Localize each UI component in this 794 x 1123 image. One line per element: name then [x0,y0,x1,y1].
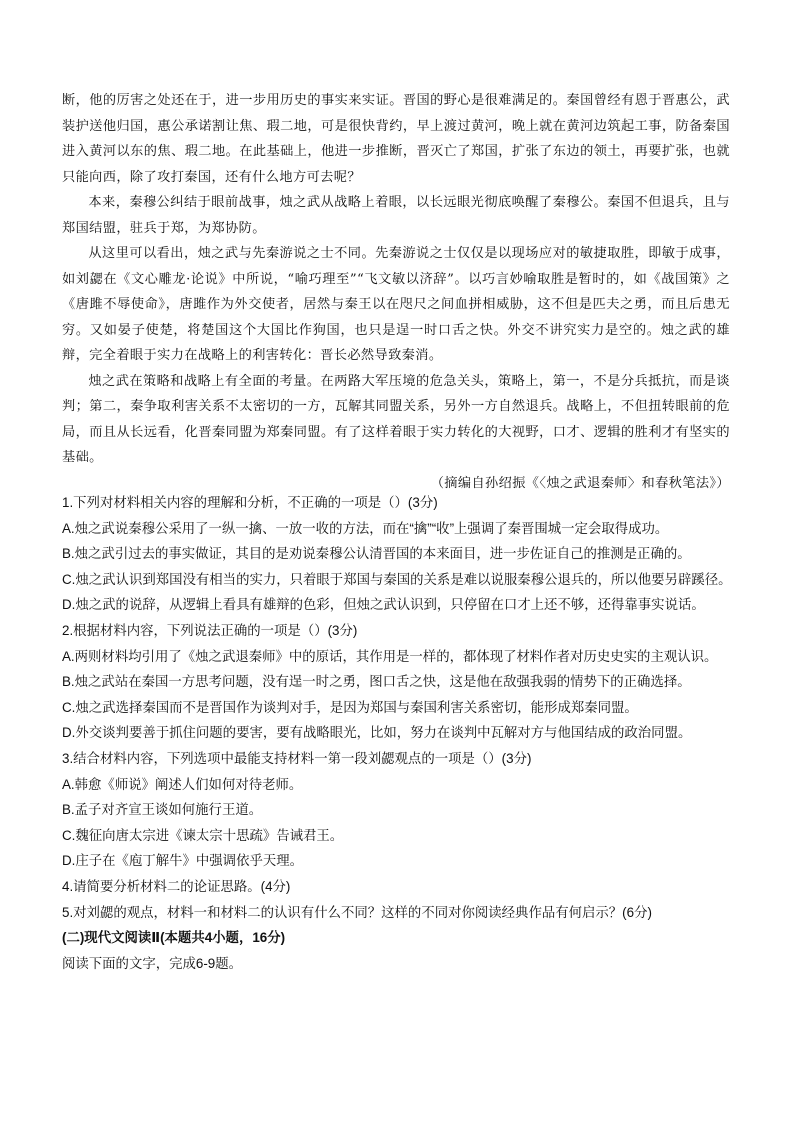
question-2-option-a: A.两则材料均引用了《烛之武退秦师》中的原话，其作用是一样的，都体现了材料作者对历史史实的主观认识。 [62,648,718,664]
question-list [62,490,734,976]
section-heading: (二)现代文阅读Ⅱ(本题共4小题，16分) [62,930,286,946]
question-2-stem: 2.根据材料内容，下列说法正确的一项是（）(3分) [62,622,358,638]
question-2-option-d: D.外交谈判要善于抓住问题的要害，要有战略眼光，比如，努力在谈判中瓦解对方与他国结成的政治同盟。 [62,725,692,741]
question-3-stem: 3.结合材料内容，下列选项中最能支持材料一第一段刘勰观点的一项是（）(3分) [62,750,532,766]
question-1-option-a: A.烛之武说秦穆公采用了一纵一擒、一放一收的方法，而在“擒”“收”上强调了秦晋围城一定会取得成功。 [62,520,669,536]
question-1-option-b: B.烛之武引过去的事实做证，其目的是劝说秦穆公认清晋国的本来面目，进一步佐证自己的推测是正确的。 [62,546,691,562]
section-instruction: 阅读下面的文字，完成6-9题。 [62,955,243,971]
reading-passage [62,88,730,496]
question-2-option-c: C.烛之武选择秦国而不是晋国作为谈判对手，是因为郑国与秦国利害关系密切，能形成郑秦同盟。 [62,699,638,715]
question-3-option-c: C.魏征向唐太宗进《谏太宗十思疏》告诫君王。 [62,827,344,843]
question-1-option-c: C.烛之武认识到郑国没有相当的实力，只着眼于郑国与秦国的关系是难以说服秦穆公退兵的，所以他要另辟蹊径。 [62,571,732,587]
passage-source: （摘编自孙绍振《〈烛之武退秦师〉和春秋笔法》） [430,475,730,491]
question-3-option-d: D.庄子在《庖丁解牛》中强调依乎天理。 [62,853,304,869]
question-4-stem: 4.请简要分析材料二的论证思路。(4分) [62,878,291,894]
question-1-option-d: D.烛之武的说辞，从逻辑上看具有雄辩的色彩，但烛之武认识到，只停留在口才上还不够，还得靠事实说话。 [62,597,705,613]
passage-paragraph-3: 从这里可以看出，烛之武与先秦游说之士不同。先秦游说之士仅仅是以现场应对的敏捷取胜，即敏于成事，如刘勰在《文心雕龙·论说》中所说，“喻巧理至”“飞文敏以济辞”。以巧言妙喻取胜是暂时的，如《战国策》之《唐雎不辱使命》，唐雎作为外交使者，居然与秦王以在咫尺之间血拼相威胁，这不但是匹夫之勇，而且后患无穷。又如晏子使楚，将楚国这个大国比作狗国，也只是逞一时口舌之快。外交不讲究实力是空的。烛之武的雄辩，完全着眼于实力在战略上的利害转化：晋长必然导致秦消。 [62,246,730,363]
question-2-option-b: B.烛之武站在秦国一方思考问题，没有逞一时之勇，图口舌之快，这是他在敌强我弱的情势下的正确选择。 [62,674,691,690]
passage-paragraph-1: 断，他的厉害之处还在于，进一步用历史的事实来实证。晋国的野心是很难满足的。秦国曾经有恩于晋惠公，武装护送他归国，惠公承诺割让焦、瑕二地，可是很快背约，早上渡过黄河，晚上就在黄河边筑起工事，防备秦国进入黄河以东的焦、瑕二地。在此基础上，他进一步推断，晋灭亡了郑国，扩张了东边的领土，再要扩张，也就只能向西，除了攻打秦国，还有什么地方可去呢？ [62,93,730,185]
question-5-stem: 5.对刘勰的观点，材料一和材料二的认识有什么不同？这样的不同对你阅读经典作品有何启示？(6分) [62,904,652,920]
question-1-stem: 1.下列对材料相关内容的理解和分析，不正确的一项是（）(3分) [62,495,438,510]
question-3-option-b: B.孟子对齐宣王谈如何施行王道。 [62,802,263,818]
question-3-option-a: A.韩愈《师说》阐述人们如何对待老师。 [62,776,303,792]
passage-paragraph-4: 烛之武在策略和战略上有全面的考量。在两路大军压境的危急关头，策略上，第一，不是分兵抵抗，而是谈判；第二，秦争取利害关系不太密切的一方，瓦解其同盟关系，另外一方自然退兵。战略上，不但扭转眼前的危局，而且从长远看，化晋秦同盟为郑秦同盟。有了这样着眼于实力转化的大视野，口才、逻辑的胜利才有坚实的基础。 [62,373,730,465]
passage-paragraph-2: 本来，秦穆公纠结于眼前战事，烛之武从战略上着眼，以长远眼光彻底唤醒了秦穆公。秦国不但退兵，且与郑国结盟，驻兵于郑，为郑协防。 [62,195,730,236]
